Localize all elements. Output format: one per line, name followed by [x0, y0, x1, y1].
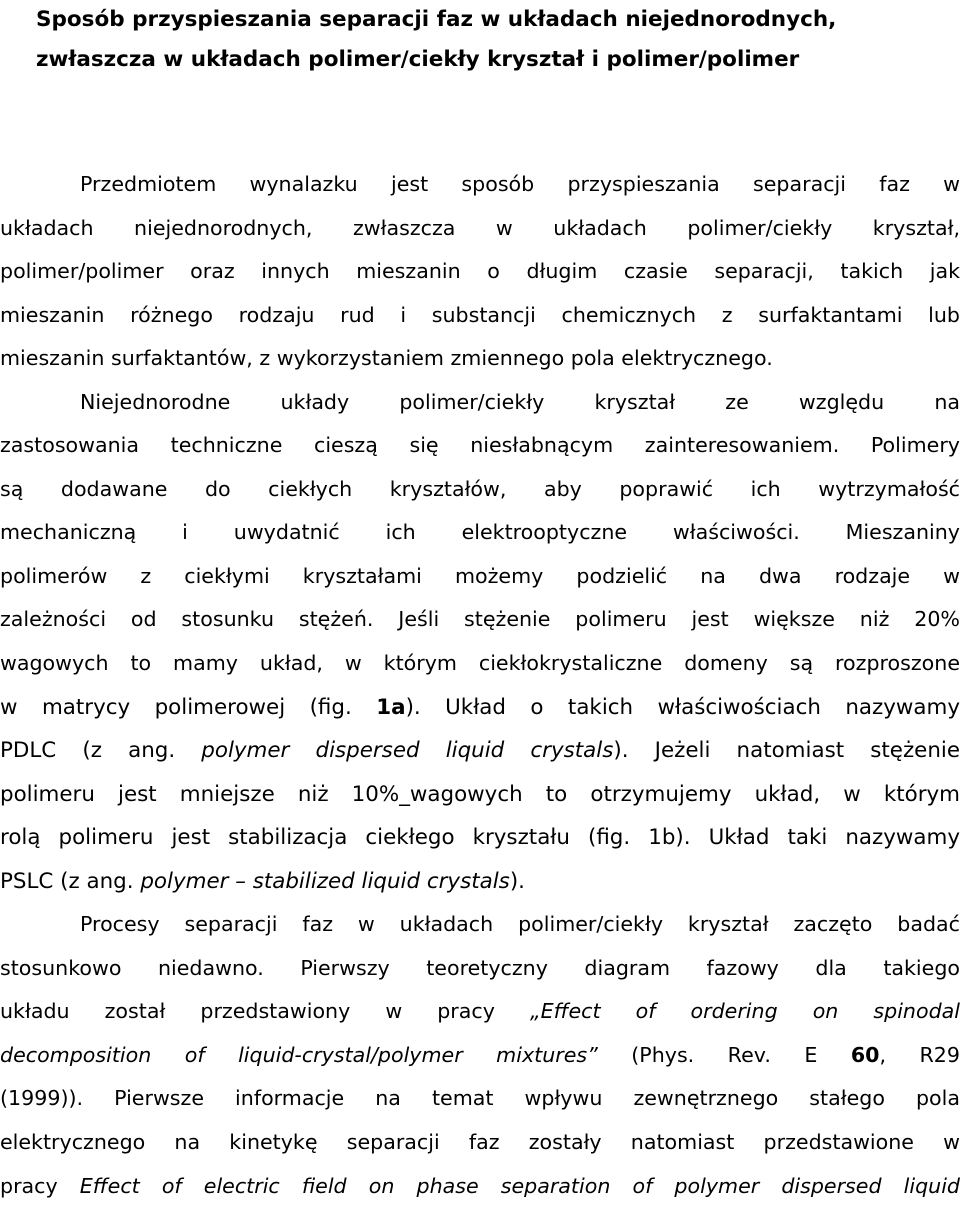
- title-line-2: zwłaszcza w układach polimer/ciekły kryształ i polimer/polimer: [36, 47, 800, 72]
- title-line-1: Sposób przyspieszania separacji faz w układach niejednorodnych,: [36, 7, 837, 32]
- paragraph-3-line: [0, 1165, 960, 1208]
- document-body: [0, 163, 960, 1208]
- paragraph-2-line: wagowych to mamy układ, w którym ciekłokrystaliczne domeny są rozproszone: [0, 651, 960, 676]
- paragraph-2-line: rolą polimeru jest stabilizacja ciekłego kryształu (fig. 1b). Układ taki nazywamy: [0, 825, 960, 851]
- paragraph-3-line: [0, 1034, 960, 1078]
- text-run: PDLC (z ang.: [0, 738, 202, 764]
- text-run: w matrycy polimerowej (fig.: [0, 694, 377, 720]
- paragraph-1-line: układach niejednorodnych, zwłaszcza w układach polimer/ciekły kryształ,: [0, 215, 960, 240]
- paragraph-3-line: stosunkowo niedawno. Pierwszy teoretyczny diagram fazowy dla takiego: [0, 955, 960, 980]
- paragraph-3-line: Procesy separacji faz w układach polimer/ciekły kryształ zaczęto badać: [80, 912, 960, 937]
- cited-title: Effect of electric field on phase separation of polymer dispersed liquid: [79, 1173, 960, 1198]
- cited-title: „Effect of ordering on spinodal: [529, 999, 960, 1024]
- text-run: ). Układ o takich właściwościach nazywamy: [405, 694, 960, 720]
- document-title: [36, 0, 936, 80]
- paragraph-3-line: [0, 990, 960, 1034]
- paragraph-1-line: polimer/polimer oraz innych mieszanin o długim czasie separacji, takich jak: [0, 259, 960, 284]
- paragraph-1-line: mieszanin surfaktantów, z wykorzystaniem zmiennego pola elektrycznego.: [0, 346, 773, 371]
- paragraph-3: [0, 903, 960, 1208]
- paragraph-2-line: [0, 729, 960, 773]
- text-run: , R29: [879, 1042, 960, 1067]
- paragraph-3-line: elektrycznego na kinetykę separacji faz zostały natomiast przedstawione w: [0, 1130, 960, 1155]
- text-run: układu został przedstawiony w pracy: [0, 999, 530, 1024]
- figure-reference: 1a: [376, 694, 406, 720]
- paragraph-2-line: polimerów z ciekłymi kryształami możemy podzielić na dwa rodzaje w: [0, 563, 960, 588]
- text-run: ). Jeżeli natomiast stężenie: [613, 738, 960, 764]
- paragraph-1-line: mieszanin różnego rodzaju rud i substancji chemicznych z surfaktantami lub: [0, 302, 960, 327]
- text-run: pracy: [0, 1173, 80, 1198]
- text-run: (Phys. Rev. E: [597, 1042, 851, 1067]
- paragraph-3-line: (1999)). Pierwsze informacje na temat wpływu zewnętrznego stałego pola: [0, 1086, 960, 1111]
- cited-title: decomposition of liquid-crystal/polymer mixtures”: [0, 1042, 598, 1067]
- paragraph-2: [0, 381, 960, 904]
- paragraph-1-line: Przedmiotem wynalazku jest sposób przyspieszania separacji faz w: [80, 172, 960, 196]
- paragraph-2-line: polimeru jest mniejsze niż 10%_wagowych to otrzymujemy układ, w którym: [0, 781, 960, 807]
- paragraph-2-line: mechaniczną i uwydatnić ich elektrooptyczne właściwości. Mieszaniny: [0, 520, 960, 545]
- term-italic: polymer – stabilized liquid crystals: [140, 868, 510, 894]
- term-italic: polymer dispersed liquid crystals: [201, 738, 614, 764]
- paragraph-2-line: Niejednorodne układy polimer/ciekły kryształ ze względu na: [80, 389, 960, 414]
- paragraph-2-line: są dodawane do ciekłych kryształów, aby poprawić ich wytrzymałość: [0, 476, 960, 501]
- paragraph-2-line: zależności od stosunku stężeń. Jeśli stężenie polimeru jest większe niż 20%: [0, 607, 960, 632]
- volume-number: 60: [850, 1042, 880, 1067]
- text-run: ).: [509, 868, 525, 894]
- text-run: PSLC (z ang.: [0, 868, 141, 894]
- paragraph-2-line: [0, 860, 960, 904]
- paragraph-2-line: zastosowania techniczne cieszą się niesłabnącym zainteresowaniem. Polimery: [0, 433, 960, 458]
- paragraph-1: [0, 163, 960, 381]
- paragraph-2-line: [0, 686, 960, 730]
